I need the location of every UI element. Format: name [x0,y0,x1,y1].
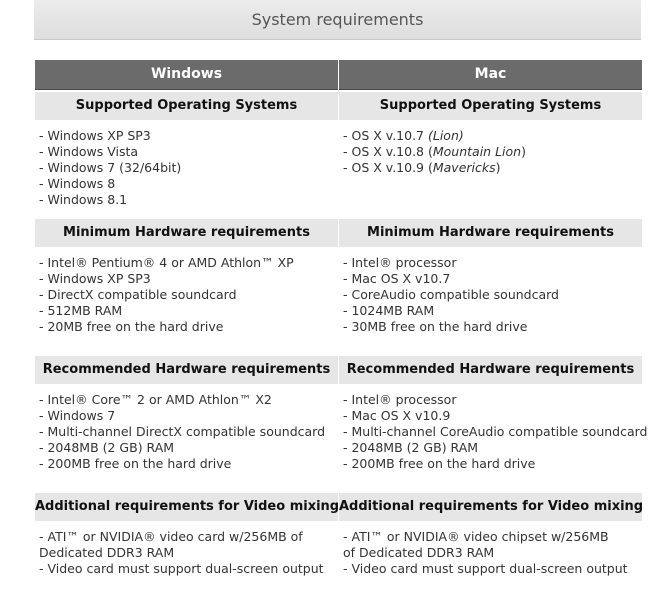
list-item [343,561,642,577]
item-text: - 30MB free on the hard drive [343,319,528,334]
page-title: System requirements [34,0,641,40]
item-emphasis: Mavericks [432,160,496,175]
item-text: Dedicated DDR3 RAM [39,545,175,560]
section-heading-rec-hw: Recommended Hardware requirements [35,356,338,384]
section-heading-os: Supported Operating Systems [35,92,338,120]
item-text: - DirectX compatible soundcard [39,287,237,302]
list-item [39,456,338,472]
list-item [39,545,338,561]
item-text: - 200MB free on the hard drive [39,456,232,471]
item-suffix: ) [495,160,501,175]
list-item [343,271,642,287]
list-item [343,424,648,440]
list-item [39,192,338,208]
list-item [39,287,338,303]
item-suffix: ) [521,144,526,159]
column-header-windows: Windows [35,60,338,90]
windows-column [35,60,338,582]
list-item [343,440,642,456]
item-text: - 20MB free on the hard drive [39,319,224,334]
list-item [343,545,642,561]
section-heading-os: Supported Operating Systems [339,92,642,120]
list-item [39,440,338,456]
video-list [339,521,642,582]
list-item [343,255,642,271]
list-item [39,144,338,160]
item-text: - Intel® processor [343,392,457,407]
section-heading-video: Additional requirements for Video mixing [35,493,338,521]
section-heading-min-hw: Minimum Hardware requirements [35,219,338,247]
item-text: - Windows XP SP3 [39,271,151,286]
list-item [343,319,642,335]
list-item [39,176,338,192]
item-text: - Windows 8.1 [39,192,128,207]
item-text: - 200MB free on the hard drive [343,456,536,471]
list-item [39,255,338,271]
item-text: - Multi-channel CoreAudio compatible soundcard [343,424,648,439]
item-text: - Video card must support dual-screen output [343,561,628,576]
section-heading-video: Additional requirements for Video mixing [339,493,642,521]
min-hw-list [35,247,338,354]
item-text: - Intel® processor [343,255,457,270]
list-item [343,144,642,160]
item-text: - Multi-channel DirectX compatible soundcard [39,424,326,439]
item-text: of Dedicated DDR3 RAM [343,545,495,560]
os-list [339,120,642,217]
list-item [39,160,338,176]
item-text: - Mac OS X v10.9 [343,408,451,423]
rec-hw-list [35,384,338,491]
list-item [343,287,642,303]
item-text: - 2048MB (2 GB) RAM [39,440,175,455]
list-item [343,456,642,472]
list-item [39,319,338,335]
item-text: - CoreAudio compatible soundcard [343,287,559,302]
list-item [39,303,338,319]
video-list [35,521,338,582]
list-item [343,128,642,144]
min-hw-list [339,247,642,354]
list-item [343,392,642,408]
list-item [39,392,338,408]
section-heading-rec-hw: Recommended Hardware requirements [339,356,642,384]
os-list [35,120,338,217]
item-text: - Mac OS X v10.7 [343,271,451,286]
list-item [39,561,338,577]
mac-column [339,60,648,582]
item-text: - Windows 7 [39,408,116,423]
column-header-mac: Mac [339,60,642,90]
item-text: - ATI™ or NVIDIA® video chipset w/256MB [343,529,609,544]
list-item [343,408,642,424]
item-text: - 1024MB RAM [343,303,435,318]
item-text: - Video card must support dual-screen output [39,561,324,576]
item-text: - Windows 7 (32/64bit) [39,160,182,175]
item-text: - 512MB RAM [39,303,123,318]
list-item [39,271,338,287]
item-text: - Windows Vista [39,144,139,159]
list-item [343,303,642,319]
list-item [39,424,338,440]
list-item [39,408,338,424]
item-text: - OS X v.10.8 ( [343,144,433,159]
item-text: - ATI™ or NVIDIA® video card w/256MB of [39,529,303,544]
item-text: - OS X v.10.9 ( [343,160,433,175]
item-text: - Windows 8 [39,176,116,191]
item-text: - OS X v.10.7 [343,128,428,143]
item-text: - Windows XP SP3 [39,128,151,143]
item-text: - Intel® Pentium® 4 or AMD Athlon™ XP [39,255,294,270]
list-item [39,128,338,144]
item-emphasis: Mountain Lion [432,144,522,159]
list-item [343,529,642,545]
rec-hw-list [339,384,648,491]
list-item [39,529,338,545]
item-text: - Intel® Core™ 2 or AMD Athlon™ X2 [39,392,272,407]
section-heading-min-hw: Minimum Hardware requirements [339,219,642,247]
item-emphasis: (Lion) [427,128,464,143]
list-item [343,160,642,176]
item-text: - 2048MB (2 GB) RAM [343,440,479,455]
